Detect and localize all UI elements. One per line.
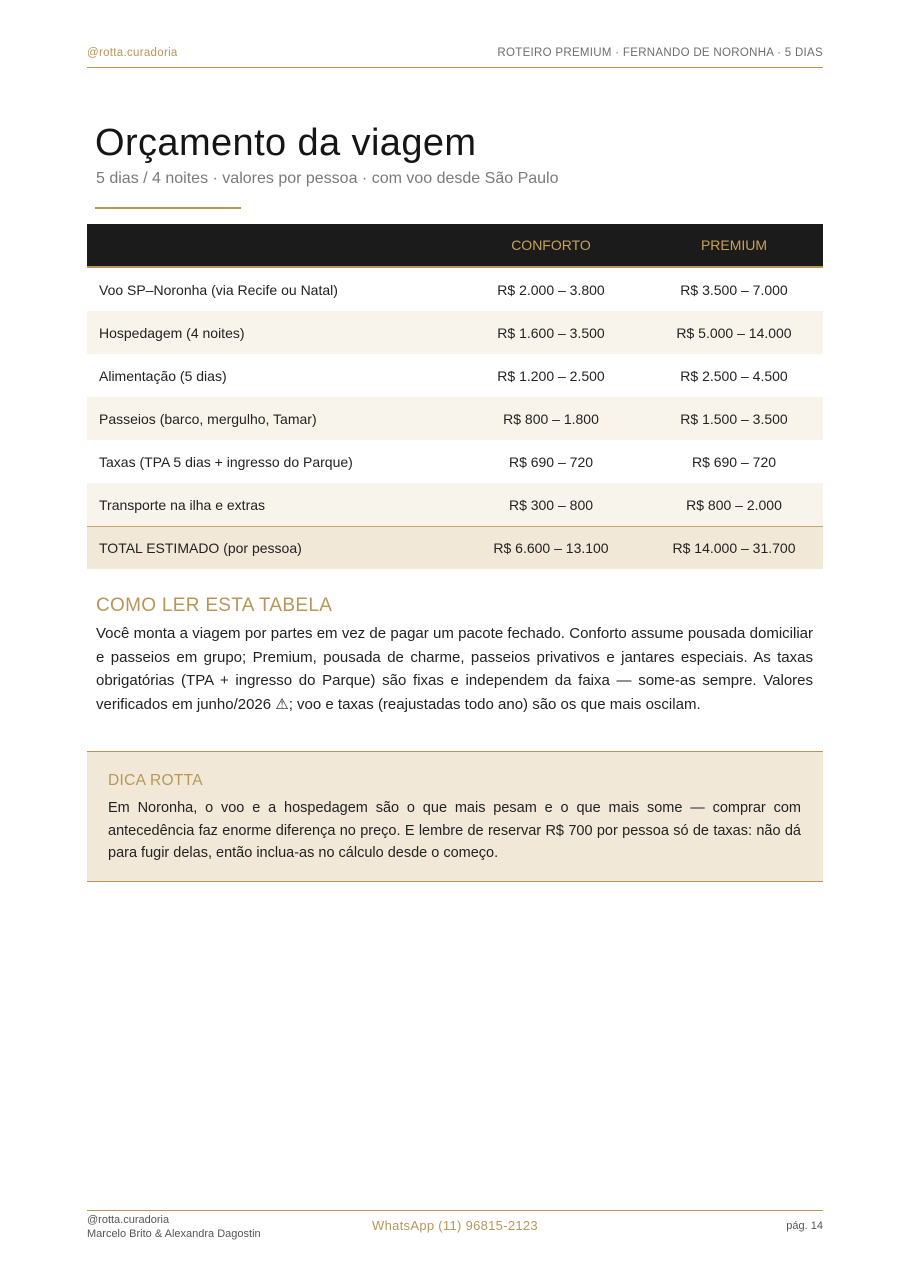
row-item: Hospedagem (4 noites) xyxy=(87,311,457,354)
row-premium-value: R$ 800 – 2.000 xyxy=(645,483,823,527)
total-row xyxy=(87,527,823,570)
tip-body: Em Noronha, o voo e a hospedagem são o que mais pesam e o que mais some — comprar com antecedência faz enorme diferença no preço. E lembre de reservar R$ 700 por pessoa só de taxas: não dá para fugir delas, então inclua-as no cálculo desde o começo. xyxy=(108,800,801,861)
table-row xyxy=(87,397,823,440)
row-item: Voo SP–Noronha (via Recife ou Natal) xyxy=(99,281,338,298)
table-row xyxy=(87,267,823,311)
row-premium-value: R$ 690 – 720 xyxy=(691,453,777,470)
row-premium-value: R$ 2.500 – 4.500 xyxy=(680,367,788,384)
total-label: TOTAL ESTIMADO (por pessoa) xyxy=(87,527,457,570)
how-to-read-body: Você monta a viagem por partes em vez de pagar um pacote fechado. Conforto assume pousada domiciliar e passeios em grupo; Premium, pousada de charme, passeios privativos e jantares especiais. As taxas obrigatórias (TPA + ingresso do Parque) são fixas e independem da faixa — some-as sempre. Valores verificados em junho/2026 ⚠; voo e taxas (reajustadas todo ano) são os que mais oscilam. xyxy=(96,625,813,713)
row-conforto-value: R$ 1.600 – 3.500 xyxy=(457,311,645,354)
row-conforto-value: R$ 2.000 – 3.800 xyxy=(497,281,605,298)
how-to-read-heading: COMO LER ESTA TABELA xyxy=(96,595,333,616)
row-item: Passeios (barco, mergulho, Tamar) xyxy=(87,397,457,440)
row-premium-value: R$ 5.000 – 14.000 xyxy=(645,311,823,354)
table-row xyxy=(87,354,823,397)
row-item: Transporte na ilha e extras xyxy=(87,483,457,527)
row-conforto-value: R$ 690 – 720 xyxy=(508,453,594,470)
total-conforto-value: R$ 6.600 – 13.100 xyxy=(457,527,645,570)
row-premium-value: R$ 3.500 – 7.000 xyxy=(680,281,788,298)
tip-title: DICA ROTTA xyxy=(108,772,203,789)
column-header-item xyxy=(87,224,457,267)
page-header xyxy=(87,44,823,68)
page-subtitle: 5 dias / 4 noites · valores por pessoa · com voo desde São Paulo xyxy=(96,170,559,187)
footer-whatsapp-contact: WhatsApp (11) 96815-2123 xyxy=(372,1218,538,1233)
tip-box xyxy=(87,751,823,882)
row-conforto-value: R$ 800 – 1.800 xyxy=(457,397,645,440)
page-title: Orçamento da viagem xyxy=(95,122,477,164)
total-premium-value: R$ 14.000 – 31.700 xyxy=(645,527,823,570)
row-conforto-value: R$ 300 – 800 xyxy=(457,483,645,527)
header-document-title: ROTEIRO PREMIUM · FERNANDO DE NORONHA · 5 DIAS xyxy=(497,47,823,59)
page-footer xyxy=(87,1210,823,1251)
row-item: Taxas (TPA 5 dias + ingresso do Parque) xyxy=(99,453,353,470)
row-item: Alimentação (5 dias) xyxy=(99,367,227,384)
page-number: pág. 14 xyxy=(786,1220,823,1232)
table-header-row xyxy=(87,224,823,267)
row-conforto-value: R$ 1.200 – 2.500 xyxy=(497,367,605,384)
title-divider xyxy=(95,207,241,209)
header-brand: @rotta.curadoria xyxy=(87,47,178,59)
footer-authors: Marcelo Brito & Alexandra Dagostin xyxy=(87,1228,261,1240)
column-header-conforto: CONFORTO xyxy=(457,224,645,267)
budget-table xyxy=(87,224,823,569)
table-row xyxy=(87,311,823,354)
row-premium-value: R$ 1.500 – 3.500 xyxy=(645,397,823,440)
table-row xyxy=(87,440,823,483)
column-header-premium: PREMIUM xyxy=(645,224,823,267)
footer-handle: @rotta.curadoria xyxy=(87,1214,170,1226)
table-row xyxy=(87,483,823,527)
